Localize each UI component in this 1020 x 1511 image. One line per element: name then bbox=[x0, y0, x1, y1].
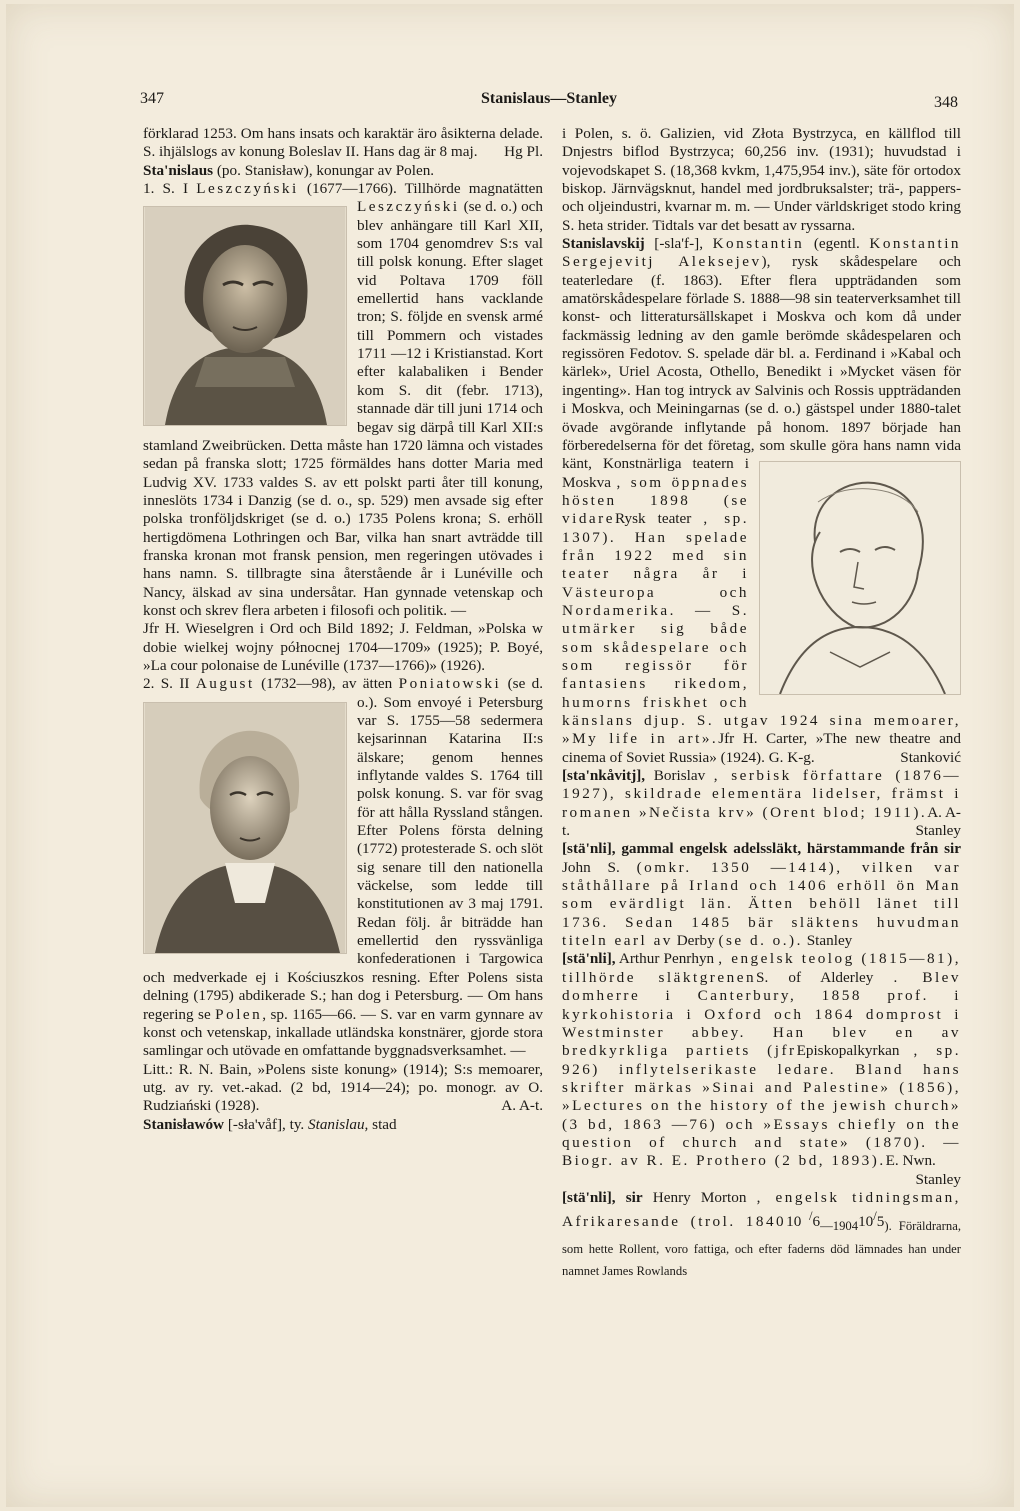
article-stanislavskij: Stanislavskij [-sla'f-], Konstantin (egentl. Konstantin Sergejevitj Aleksejev), rysk skådespelare och teaterledare (f. 1863). Efter flera uppträdanden som amatörskådespelare förlade S. 1888—98 sin teaterverksamhet till konst- och litteratursällskapet i Moskva och kom då under fackmässig ledning av den gamle berömde skådespelaren och regissören Fedotov. S. spelade där bl. a. Ferdinand i »Kabal och kärlek», Uriel Acosta, Othello, Benedikt i »Mycket väsen för ingenting». Han tog intryck av Salvinis och Rossis uppträdanden i Moskva, och Meiningarnas (se d. o.) gästspel under 1880-talet övade avgörande inflytande på honom. 1897 började han förberedelserna för det företag, som skulle göra hans namn vida känt, Konstnärliga teatern i Moskva , som öppnades hösten 1898 (se vidareRysk teater , sp. 1307). Han spelade från 1922 med sin teater några år i Västeuropa och Nordamerika. — S. utmärker sig både som skådespelare och som regissör för fantasiens rikedom, humorns friskhet och känslans djup. S. utgav 1924 sina memoarer, »My life in art».Jfr H. Carter, »The new theatre and cinema of Soviet Russia» (1924). G. K-g. Stanković bbox=[562, 235, 962, 766]
portrait-image bbox=[760, 462, 960, 694]
literature: Litt.: R. N. Bain, »Polens siste konung» (1914); S:s memoarer, utg. av ry. vet.-akad. (2 bd, 1914—24); po. monogr. av O. Rudziański (1928). A. A-t. bbox=[143, 1060, 543, 1115]
running-title: Stanislaus—Stanley bbox=[480, 90, 618, 107]
portrait-stanislaus-august bbox=[143, 702, 347, 954]
headword: [stä'nli], sir bbox=[562, 1188, 643, 1206]
right-column bbox=[562, 125, 961, 1280]
article-stanislaus-1: 1. S. I Leszczyński (1677—1766). Tillhörde magnatätten Leszczyński (se d. o.) och blev anhängare till Karl XII, som 1704 genomdrev S:s val till polsk konung. Efter slaget vid Poltava 1709 föll emellertid hans vacklande tron; S. följde en svensk armé till Pommern och vistades 1711 —12 i Kristianstad. Kort efter kalabaliken i Bender kom S. dit (febr. 1713), stannade där till juni 1714 och begav sig därpå till Karl XII:s stamland Zweibrücken. Detta måste han 1720 lämna och vistades sedan på franska slott; 1725 förmäldes hans dotter Maria med Ludvig XV. 1733 valdes S. av ett polskt parti åter till konung, inneslöts 1734 i Danzig (se d. o., sp. 529) men avsade sig efter polska tronföljdskriget (se d. o.) 1735 Polens krona; S. erhöll hertigdömena Lothringen och Bar, vilka han snart avträdde till franska kronan mot fransk pension, men regeringen utövades i hans namn. S. tillbragte sina återstående år i Lunéville och Nancy, älskad av sina undersåtar. Han gynnade vetenskap och konst och skrev flera arbeten i filosofi och politik. — bbox=[143, 180, 544, 619]
page-number-left: 347 bbox=[140, 90, 164, 107]
article-stankovic: [sta'nkåvitj], Borislav , serbisk författare (1876—1927), skildrade elementära lidelser, främst i romanen »Nečista krv» (Orent blod; 1911).A. A-t. Stanley bbox=[562, 767, 962, 840]
article-stanley-henry: [stä'nli], sir Henry Morton , engelsk tidningsman, Afrikaresande (trol. 184010 $^/6_{—1904}10^/5_{). Föräldrarna, som hette Rollent, voro fattiga, och efter faderns död lämnades han under namnet James Rowlands}$ bbox=[562, 1188, 961, 1279]
left-column bbox=[143, 125, 543, 1134]
running-header bbox=[140, 90, 958, 112]
portrait-image bbox=[144, 703, 346, 953]
signature: Stanković bbox=[900, 748, 961, 766]
article-stanley-arthur: [stä'nli], Arthur Penrhyn , engelsk teolog (1815—81), tillhörde släktgrenenS. of Alderley . Blev domherre i Canterbury, 1858 prof. i kyrkohistoria i Oxford och 1864 domprost i Westminster abbey. Han blev en av bredkyrkliga partiets (jfrEpiskopalkyrkan , sp. 926) inflytelserikaste ledare. Bland hans skrifter märkas »Sinai and Palestine» (1856), »Lectures on the history of the jewish church» (3 bd, 1863 —76) och »Essays chiefly on the question of church and state» (1870). — Biogr. av R. E. Prothero (2 bd, 1893).E. Nwn. Stanley bbox=[562, 950, 962, 1188]
portrait-image bbox=[144, 207, 346, 425]
article-stanislaus: Sta'nislaus (po. Stanisław), konungar av Polen. bbox=[143, 161, 435, 179]
article-stanislawow-cont: i Polen, s. ö. Galizien, vid Złota Bystrzyca, en källflod till Dnjestrs biflod Bystrzyca; 60,256 inv. (1931); huvudstad i vojevodskapet S. (18,368 kvkm, 1,475,954 inv.), säte för ortodox biskop. Järnvägsknut, handel med jordbruksalster; trä-, pappers- och oljeindustri, kvarnar m. m. — Under världskriget stodo kring S. heta strider. Tidtals var det besatt av ryssarna. bbox=[562, 125, 961, 234]
signature: Hg Pl. bbox=[504, 143, 543, 161]
portrait-stanislaus-leszczynski bbox=[143, 206, 347, 426]
portrait-stanislavskij bbox=[759, 461, 961, 695]
references: Jfr H. Wieselgren i Ord och Bild 1892; J. Feldman, »Polska w dobie wielkej wojny północnej 1704—1709» (1925); P. Boyé, »La cour polonaise de Lunéville (1737—1766)» (1926). bbox=[143, 620, 543, 674]
headword: Sta'nislaus bbox=[143, 161, 214, 179]
signature: Stanley bbox=[915, 1170, 961, 1188]
article-stanislawow: Stanisławów [-sła'våf], ty. Stanislau, stad bbox=[143, 1115, 397, 1133]
headword: [sta'nkåvitj], bbox=[562, 767, 646, 785]
article-stanley-family: [stä'nli], gammal engelsk adelssläkt, härstammande från sir John S. (omkr. 1350 —1414), vilken var ståthållare på Irland och 1406 erhöll ön Man som evärdligt län. Ätten behöll länet till 1736. Sedan 1485 bär släktens huvudman titeln earl av Derby (se d. o.). Stanley bbox=[562, 840, 962, 950]
headword: Stanislavskij bbox=[562, 235, 645, 253]
page-number-right: 348 bbox=[934, 94, 958, 111]
article-stanislaus-2: 2. S. II August (1732—98), av ätten Poniatowski (se d. o.). Som envoyé i Petersburg var S. 1755—58 sedermera kejsarinnan Katarina II:s älskare; genom hennes inflytande valdes S. 1764 till polsk konung. S. var för svag för att hålla Ryssland stången. Efter Polens första delning (1772) protesterade S. och slöt sig senare till den nationella väckelse, som ledde till konstitutionen av 3 maj 1791. Redan följ. år biträdde han emellertid den ryssvänliga konfederationen i Targowica och medverkade ej i Kościuszkos resning. Efter Polens sista delning (1795) abdikerade S.; han dog i Petersburg. — Om hans regering se Polen, sp. 1165—66. — S. var en varm gynnare av konst och vetenskap, inkallade utländska konstnärer, gjorde stora samlingar och utövade en omfattande byggnadsverksamhet. — bbox=[143, 675, 544, 1060]
signature: A. A-t. bbox=[501, 1097, 543, 1115]
headword: [stä'nli], bbox=[562, 950, 616, 968]
article-text: förklarad 1253. Om hans insats och karaktär äro åsikterna delade. S. ihjälslogs av konung Boleslav II. Hans dag är 8 maj. Hg Pl. bbox=[143, 125, 543, 161]
headword: [stä'nli], gammal engelsk adelssläkt, härstammande från sir bbox=[562, 840, 961, 858]
signature: Stanley bbox=[915, 822, 961, 840]
headword: Stanisławów bbox=[143, 1115, 225, 1133]
